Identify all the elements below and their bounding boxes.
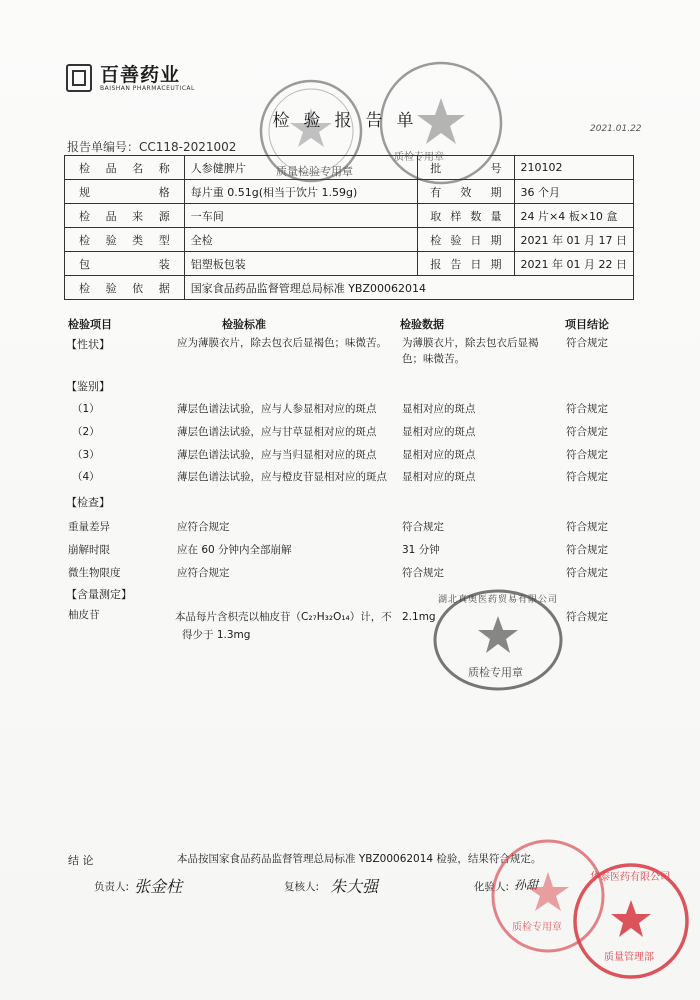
character-data-2: 色；味微苦。	[402, 353, 465, 365]
red-stamp-company-name: 华泰医药有限公司	[590, 872, 670, 883]
test-date-label: 检验日期	[418, 228, 514, 252]
package-label: 包装	[65, 252, 185, 276]
info-table	[64, 155, 634, 300]
ident-2-conclusion: 符合规定	[566, 426, 608, 438]
section-identification: 【鉴别】	[66, 380, 110, 393]
sample-value: 24 片×4 板×10 盒	[514, 204, 633, 228]
ident-1-no: （1）	[72, 403, 100, 415]
table-row	[65, 156, 634, 180]
assay-standard-2: 得少于 1.3mg	[182, 629, 251, 641]
hubei-stamp-name: 湖北真奥医药贸易有限公司	[437, 595, 558, 605]
conclusion-label: 结 论	[68, 854, 94, 867]
header-conclusion: 项目结论	[565, 318, 609, 331]
company-name-en: BAISHAN PHARMACEUTICAL	[100, 84, 195, 92]
basis-value: 国家食品药品监督管理总局标准 YBZ00062014	[184, 276, 633, 300]
report-date-label: 报告日期	[418, 252, 514, 276]
character-data-1: 为薄膜衣片，除去包衣后显褐	[402, 337, 539, 349]
tester-label: 化验人:	[474, 881, 510, 893]
ident-4-standard: 薄层色谱法试验，应与橙皮苷显相对应的斑点	[177, 471, 387, 483]
ident-2-data: 显相对应的斑点	[402, 426, 476, 438]
ident-4-conclusion: 符合规定	[566, 471, 608, 483]
ident-3-data: 显相对应的斑点	[402, 449, 476, 461]
test-date-value: 2021 年 01 月 17 日	[514, 228, 633, 252]
validity-value: 36 个月	[514, 180, 633, 204]
inspect-1-standard: 应符合规定	[177, 521, 230, 533]
character-conclusion: 符合规定	[566, 337, 608, 349]
header-data: 检验数据	[400, 318, 444, 331]
source-value: 一车间	[184, 204, 418, 228]
inspect-2-data: 31 分钟	[402, 544, 440, 556]
inspect-3-data: 符合规定	[402, 567, 444, 579]
tester-signature: 孙甜	[514, 878, 539, 892]
red-stamp-qc-label: 质检专用章	[512, 922, 562, 933]
inspect-3-conclusion: 符合规定	[566, 567, 608, 579]
company-logo	[66, 64, 195, 92]
sample-label: 取样数量	[418, 204, 514, 228]
hubei-stamp-label: 质检专用章	[468, 666, 523, 679]
package-value: 铝塑板包装	[184, 252, 418, 276]
report-title: 检验报告单	[272, 111, 428, 131]
table-row	[65, 276, 634, 300]
basis-label: 检验依据	[65, 276, 185, 300]
section-assay: 【含量测定】	[66, 588, 132, 601]
red-stamp-company-label: 质量管理部	[604, 952, 654, 963]
batch-value: 210102	[514, 156, 633, 180]
inspect-2-conclusion: 符合规定	[566, 544, 608, 556]
assay-data: 2.1mg	[402, 611, 436, 623]
inspect-1-name: 重量差异	[68, 521, 110, 533]
spec-label: 规格	[65, 180, 185, 204]
table-row	[65, 180, 634, 204]
section-character: 【性状】	[66, 338, 110, 351]
qc-stamp-1-label: 质量检验专用章	[276, 165, 353, 178]
header-item: 检验项目	[68, 318, 112, 331]
inspect-2-standard: 应在 60 分钟内全部崩解	[177, 544, 292, 556]
report-number: 报告单编号：CC118-2021002	[67, 140, 237, 154]
header-standard: 检验标准	[222, 318, 266, 331]
responsible-label: 负责人:	[94, 881, 130, 893]
reviewer-signature: 朱大强	[330, 877, 379, 896]
ident-1-conclusion: 符合规定	[566, 403, 608, 415]
section-inspection: 【检查】	[66, 496, 110, 509]
inspect-3-name: 微生物限度	[68, 567, 121, 579]
type-value: 全检	[184, 228, 418, 252]
reviewer-label: 复核人:	[284, 881, 320, 893]
ident-2-standard: 薄层色谱法试验，应与甘草显相对应的斑点	[177, 426, 377, 438]
table-row	[65, 228, 634, 252]
inspect-3-standard: 应符合规定	[177, 567, 230, 579]
conclusion-text: 本品按国家食品药品监督管理总局标准 YBZ00062014 检验，结果符合规定。	[177, 853, 542, 865]
ident-3-standard: 薄层色谱法试验，应与当归显相对应的斑点	[177, 449, 377, 461]
assay-standard-1: 本品每片含枳壳以柚皮苷（C₂₇H₃₂O₁₄）计，不	[175, 611, 392, 623]
product-name-value: 人参健脾片	[184, 156, 418, 180]
assay-conclusion: 符合规定	[566, 611, 608, 623]
qc-stamp-2-label: 质检专用章	[394, 152, 444, 163]
inspect-1-data: 符合规定	[402, 521, 444, 533]
logo-mark-icon	[66, 64, 92, 92]
ident-1-standard: 薄层色谱法试验，应与人参显相对应的斑点	[177, 403, 377, 415]
ident-4-data: 显相对应的斑点	[402, 471, 476, 483]
table-row	[65, 204, 634, 228]
ident-2-no: （2）	[72, 426, 100, 438]
assay-name: 柚皮苷	[68, 609, 100, 621]
inspect-2-name: 崩解时限	[68, 544, 110, 556]
ident-3-no: （3）	[72, 449, 100, 461]
batch-label: 批号	[418, 156, 514, 180]
ident-4-no: （4）	[72, 471, 100, 483]
character-standard: 应为薄膜衣片，除去包衣后显褐色；味微苦。	[177, 337, 387, 349]
ident-1-data: 显相对应的斑点	[402, 403, 476, 415]
spec-value: 每片重 0.51g(相当于饮片 1.59g)	[184, 180, 418, 204]
ident-3-conclusion: 符合规定	[566, 449, 608, 461]
responsible-signature: 张金柱	[134, 877, 183, 896]
inspect-1-conclusion: 符合规定	[566, 521, 608, 533]
product-name-label: 检品名称	[65, 156, 185, 180]
source-label: 检品来源	[65, 204, 185, 228]
type-label: 检验类型	[65, 228, 185, 252]
report-date-value: 2021 年 01 月 22 日	[514, 252, 633, 276]
validity-label: 有效期	[418, 180, 514, 204]
margin-note: 2021.01.22	[590, 124, 642, 134]
company-name-cn: 百善药业	[100, 63, 181, 86]
table-row	[65, 252, 634, 276]
